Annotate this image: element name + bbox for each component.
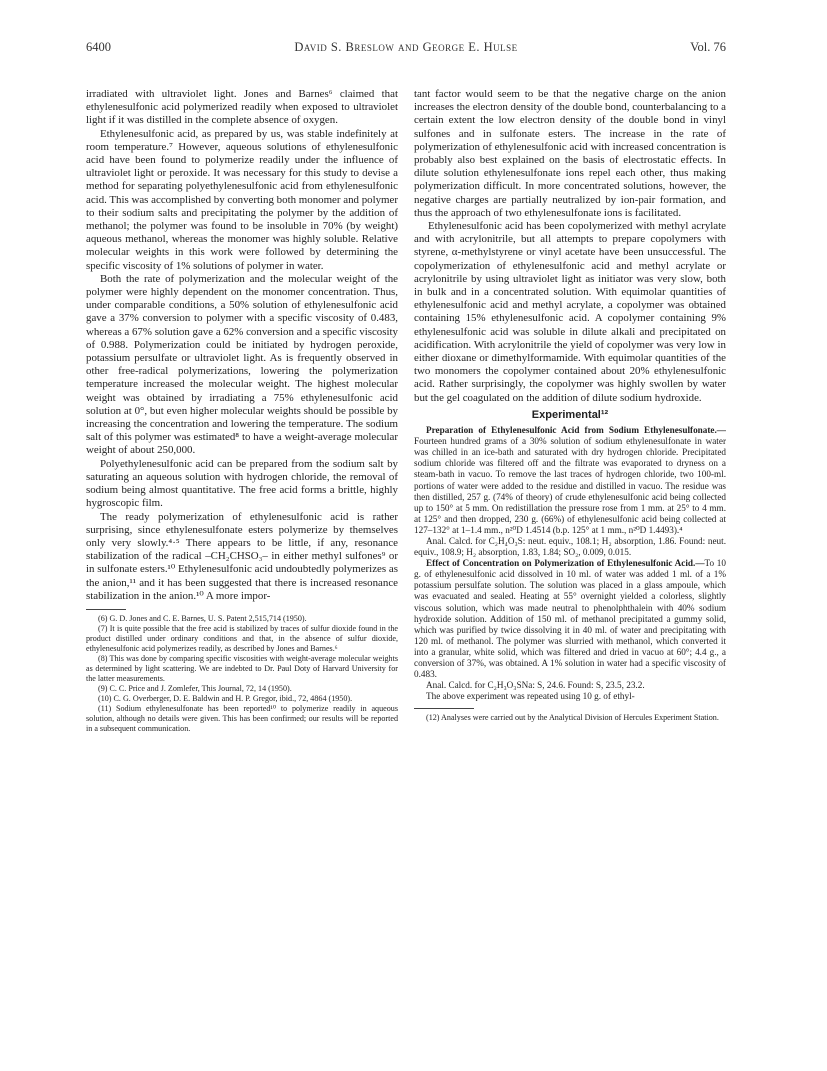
right-column bbox=[414, 88, 726, 723]
experimental-text: Fourteen hundred grams of a 30% solution of sodium ethylenesulfonate in water was chilled in an ice-bath and saturated with dry hydrogen chloride. Precipitated sodium chloride was filtered off and the filtrate was evaporated to dryness on a steam-bath in vacuo. To remove the last traces of hydrogen chloride, two 100-ml. portions of water were added to the residue and distilled in vacuo. The residue was then distilled, 257 g. (74% of theory) of crude ethylenesulfonic acid being collected up to 150° at 5 mm. On redistillation the pressure rose from 1 mm. at 25° to 4 mm. at 125° and then dropped, 230 g. (66%) of ethylenesulfonic acid being collected at 127–132° at 1–1.4 mm., n²⁰D 1.4514 (b.p. 125° at 1 mm., n²⁰D 1.4493).⁴ bbox=[414, 436, 726, 535]
analysis-line: Anal. Calcd. for C₂H₄O₃S: neut. equiv., 108.1; H₂ absorption, 1.86. Found: neut. equiv., 108.9; H₂ absorption, 1.83, 1.84; SO₂, 0.009, 0.015. bbox=[414, 536, 726, 558]
footnote: (11) Sodium ethylenesulfonate has been reported¹⁰ to polymerize readily in aqueous solution, although no details were given. This has been confirmed; our results will be reported in a subsequent communication. bbox=[86, 703, 398, 733]
footnote: (7) It is quite possible that the free acid is stabilized by traces of sulfur dioxide found in the product distilled under ordinary conditions and that, in the absence of sulfur dioxide, ethylenesulfonic acid polymerizes readily, as described by Jones and Barnes.⁶ bbox=[86, 623, 398, 653]
footnotes bbox=[86, 614, 398, 734]
footnote: (10) C. G. Overberger, D. E. Baldwin and H. P. Gregor, ibid., 72, 4864 (1950). bbox=[98, 693, 353, 703]
running-header bbox=[86, 40, 726, 58]
left-column bbox=[86, 88, 398, 734]
footnote-divider bbox=[414, 708, 474, 709]
page-number: 6400 bbox=[86, 40, 111, 54]
section-title-experimental: Experimental¹² bbox=[531, 408, 609, 421]
experimental-paragraph bbox=[414, 558, 726, 680]
experimental-section bbox=[414, 425, 726, 702]
paragraph: The ready polymerization of ethylenesulfonic acid is rather surprising, since ethylenesulfonate esters polymerize by themselves only very slowly.⁴·⁵ There appears to be little, if any, resonance stabilization of the radical –CH₂CHSO₃– in either methyl sulfones⁹ or in sulfonate esters.¹⁰ Ethylenesulfonic acid undoubtedly polymerizes as the anion,¹¹ and it has been suggested that there is increased resonance stabilization in the anion.¹⁰ A more impor- bbox=[86, 510, 398, 602]
experimental-paragraph bbox=[414, 425, 726, 536]
paragraph: Both the rate of polymerization and the molecular weight of the polymer were highly dependent on the monomer concentration. Thus, under comparable conditions, a 50% solution of ethylenesulfonic acid gave a 37% conversion to polymer with a specific viscosity of 0.483, whereas a 67% solution gave a 62% conversion and a specific viscosity of 0.988. Polymerization could be initiated by hydrogen peroxide, potassium persulfate or ultraviolet light. As is frequently observed in other free-radical polymerizations, lowering the polymerization temperature increased the molecular weight. The highest molecular weight was obtained by irradiating a 75% ethylenesulfonic acid solution at 0°, but even higher molecular weights should be possible by increasing the concentration and lowering the temperature. The sodium salt of this polymer was estimated⁸ to have a weight-average molecular weight of about 250,000. bbox=[86, 272, 398, 457]
footnote: (12) Analyses were carried out by the Analytical Division of Hercules Experiment Station. bbox=[426, 713, 719, 723]
footnote-divider bbox=[86, 609, 126, 610]
experimental-subheading: Effect of Concentration on Polymerization of Ethylenesulfonic Acid.— bbox=[426, 558, 705, 569]
experimental-text: The above experiment was repeated using 10 g. of ethyl- bbox=[426, 691, 635, 702]
footnote: (8) This was done by comparing specific viscosities with weight-average molecular weights as determined by light scattering. We are indebted to Dr. Paul Doty of Harvard University for the latter measurements. bbox=[86, 653, 398, 683]
analysis-line: Anal. Calcd. for C₂H₃O₃SNa: S, 24.6. Found: S, 23.5, 23.2. bbox=[426, 680, 645, 691]
running-authors: David S. Breslow and George E. Hulse bbox=[294, 40, 518, 54]
footnotes bbox=[414, 713, 726, 723]
volume-label: Vol. 76 bbox=[690, 40, 726, 54]
paragraph: tant factor would seem to be that the negative charge on the anion increases the electron density of the double bond, counterbalancing to a certain extent the low electron density of the double bond in vinyl sulfones and in sulfonate esters. The increase in the rate of polymerization of ethylenesulfonic acid with increased concentration is probably also best explained on the basis of electrostatic effects. In dilute solution ethylenesulfonate ions repel each other, thus making polymerization difficult. In more concentrated solutions, however, the negative charges are partially neutralized by ion-pair formation, and thus the approach of two ethylenesulfonate ions is facilitated. bbox=[414, 88, 726, 219]
paragraph: Polyethylenesulfonic acid can be prepared from the sodium salt by saturating an aqueous solution with hydrogen chloride, the removal of sodium being almost quantitative. The free acid forms a brittle, highly hygroscopic film. bbox=[86, 457, 398, 510]
experimental-text: To 10 g. of ethylenesulfonic acid dissolved in 10 ml. of water was added 1 ml. of a 1% potassium persulfate solution. The solution was placed in a glass ampoule, which was evacuated and sealed. Heating at 55° overnight yielded a colorless, slightly viscous solution, which was made neutral to phenolphthalein with 40% sodium hydroxide solution. Addition of 150 ml. of methanol precipitated a gummy solid, which was purified by twice dissolving it in 40 ml. of water and precipitating with 120 ml. of methanol. The polymer was slurried with methanol, which converted it into a granular, white solid, which was filtered and dried in vacuo at 60°; 4.4 g., a conversion of 37%, was obtained. A 1% solution in water had a specific viscosity of 0.483. bbox=[414, 558, 726, 680]
footnote: (9) C. C. Price and J. Zomlefer, This Journal, 72, 14 (1950). bbox=[98, 683, 292, 693]
footnote: (6) G. D. Jones and C. E. Barnes, U. S. Patent 2,515,714 (1950). bbox=[98, 613, 307, 623]
paragraph: Ethylenesulfonic acid has been copolymerized with methyl acrylate and with acrylonitrile, but all attempts to prepare copolymers with styrene, α-methylstyrene or vinyl acetate have been unsuccessful. The copolymerization of ethylenesulfonic acid and methyl acrylate or acrylonitrile by using ultraviolet light as initiator was very slow, both in bulk and in a concentrated solution. With equimolar quantities of ethylenesulfonic acid and methyl acrylate, a copolymer was obtained containing 15% ethylenesulfonic acid. A copolymer containing 9% ethylenesulfonic acid was soluble in dilute alkali and precipitated on acidification. With acrylonitrile the yield of copolymer was very low in either dioxane or dimethylformamide. With equimolar quantities of the two monomers the copolymer contained about 20% ethylenesulfonic acid. Rather surprisingly, the copolymer was highly swollen by water but the gel coagulated on the addition of dilute sodium hydroxide. bbox=[414, 220, 726, 404]
experimental-subheading: Preparation of Ethylenesulfonic Acid from Sodium Ethylenesulfonate.— bbox=[426, 425, 726, 436]
paragraph: Ethylenesulfonic acid, as prepared by us, was stable indefinitely at room temperature.⁷ However, aqueous solutions of ethylenesulfonic acid have been found to polymerize readily under the influence of ultraviolet light or peroxide. It was necessary for this study to devise a method for separating polyethylenesulfonic acid from ethylenesulfonic acid. This was accomplished by converting both monomer and polymer to their sodium salts and precipitating the polymer by the addition of methanol; the polymer was found to be insoluble in 70% (by weight) aqueous methanol, whereas the monomer was highly soluble. Relative molecular weights in this work were followed by determining the specific viscosity of 1% solutions of polymer in water. bbox=[86, 127, 398, 272]
paragraph: irradiated with ultraviolet light. Jones and Barnes⁶ claimed that ethylenesulfonic acid polymerized readily when exposed to ultraviolet light if it was distilled in the complete absence of oxygen. bbox=[86, 88, 398, 127]
